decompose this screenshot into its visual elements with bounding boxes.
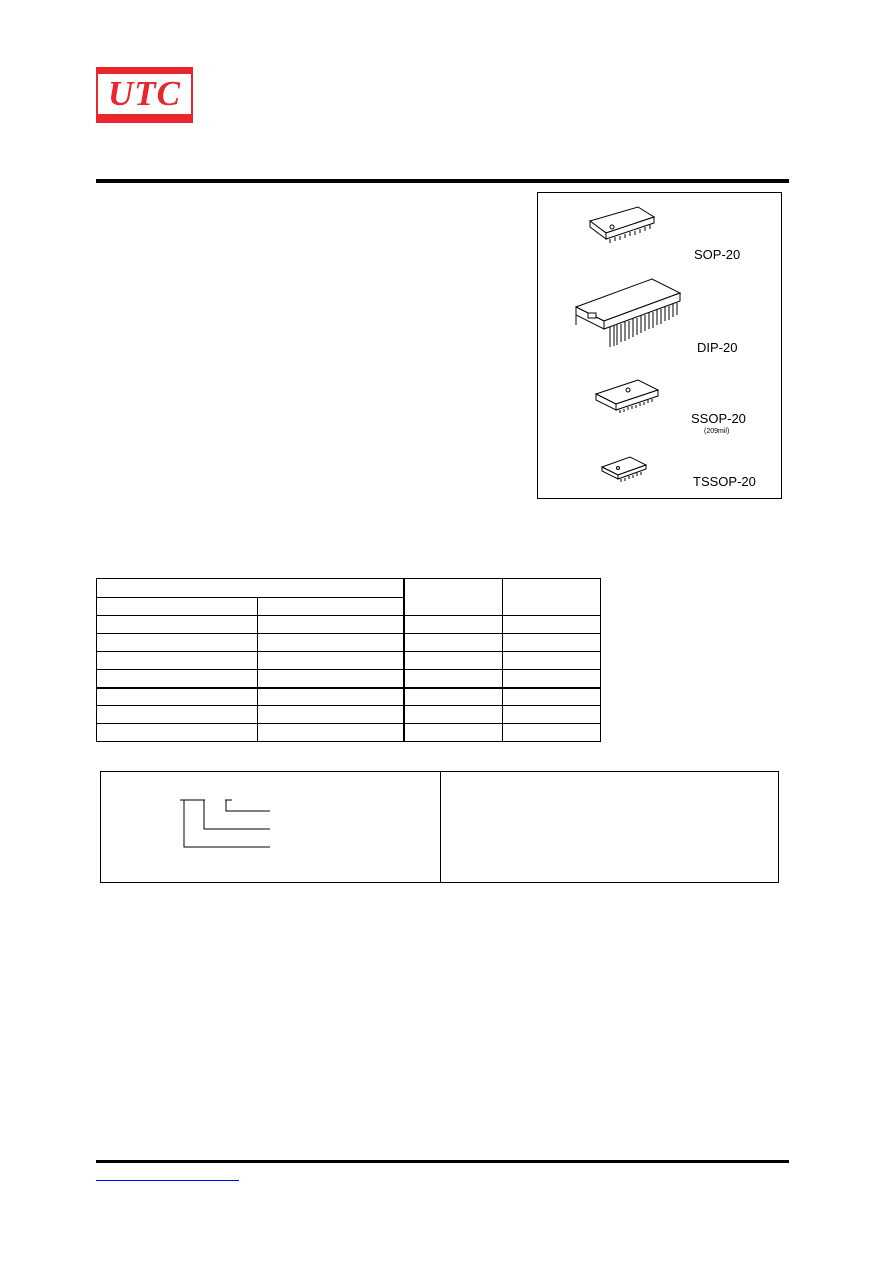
package-label-tssop: TSSOP-20 xyxy=(693,474,756,489)
company-logo xyxy=(96,67,193,123)
table-header-cell xyxy=(503,579,601,616)
table-header-cell xyxy=(97,579,404,598)
package-sublabel-ssop: (209mil) xyxy=(704,428,730,435)
table-row xyxy=(97,652,601,670)
logo-text: UTC xyxy=(108,74,181,113)
footer-website-link[interactable] xyxy=(96,1179,239,1181)
table-row xyxy=(97,724,601,742)
ssop-chip-icon xyxy=(594,378,666,416)
table-row xyxy=(97,616,601,634)
footer-rule xyxy=(96,1160,789,1163)
sop-chip-icon xyxy=(586,203,658,245)
table-header-cell xyxy=(404,579,503,616)
table-row xyxy=(97,670,601,688)
table-header-cell xyxy=(97,598,258,616)
ordering-table xyxy=(96,578,601,742)
package-label-ssop: SSOP-20 xyxy=(691,411,746,426)
table-row xyxy=(97,706,601,724)
marking-box-divider xyxy=(440,771,441,883)
package-label-sop: SOP-20 xyxy=(694,247,741,262)
table-header-cell xyxy=(258,598,404,616)
package-box xyxy=(537,192,782,499)
dip-chip-icon xyxy=(572,273,684,355)
table-row xyxy=(97,634,601,652)
part-number-decode-diagram xyxy=(170,795,280,855)
package-label-dip: DIP-20 xyxy=(697,340,738,355)
table-row xyxy=(97,688,601,706)
tssop-chip-icon xyxy=(600,455,650,483)
header-rule xyxy=(96,179,789,183)
